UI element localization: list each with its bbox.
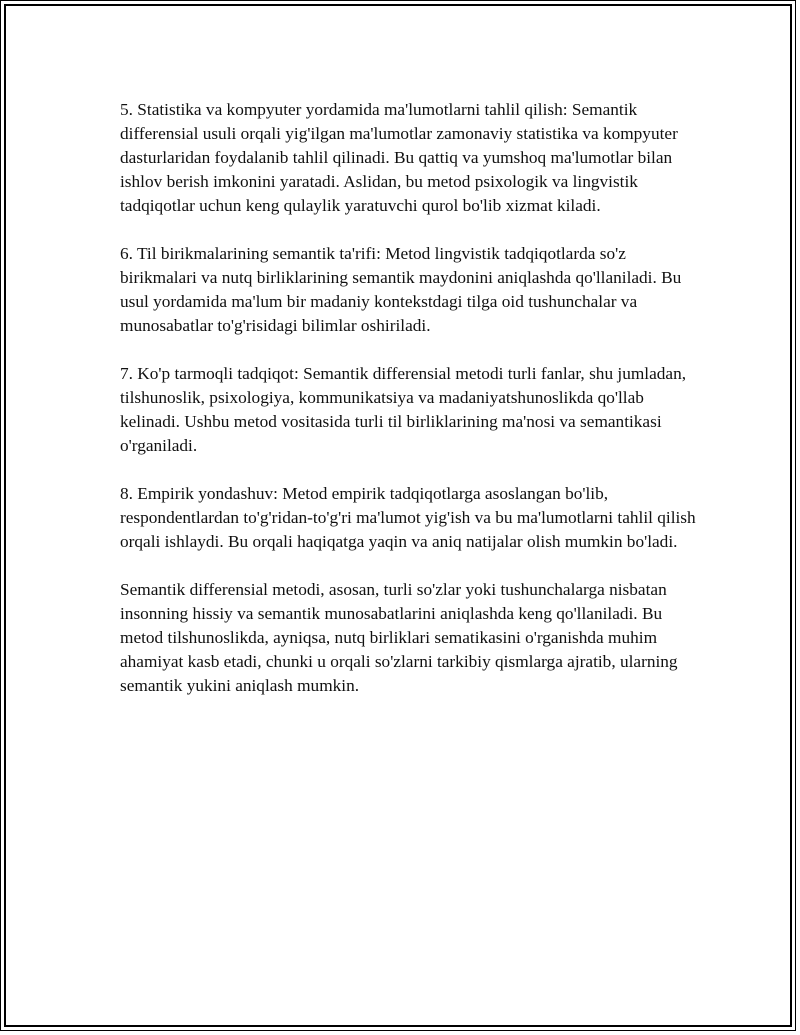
paragraph-conclusion: Semantik differensial metodi, asosan, turli so'zlar yoki tushunchalarga nisbatan insonning hissiy va semantik munosabatlarini aniqlashda keng qo'llaniladi. Bu metod tilshunoslikda, ayniqsa, nutq birliklari sematikasini o'rganishda muhim ahamiyat kasb etadi, chunki u orqali so'zlarni tarkibiy qismlarga ajratib, ularning semantik yukini aniqlash mumkin. xyxy=(120,580,678,695)
paragraph-multidisciplinary: 7. Ko'p tarmoqli tadqiqot: Semantik differensial metodi turli fanlar, shu jumladan, tilshunoslik, psixologiya, kommunikatsiya va madaniyatshunoslikda qo'llab kelinadi. Ushbu metod vositasida turli til birliklarining ma'nosi va semantikasi o'rganiladi. xyxy=(120,364,687,455)
page-content xyxy=(120,98,700,722)
paragraph-phrase-semantics: 6. Til birikmalarining semantik ta'rifi: Metod lingvistik tadqiqotlarda so'z birikmalari va nutq birliklarining semantik maydonini aniqlashda qo'llaniladi. Bu usul yordamida ma'lum bir madaniy kontekstdagi tilga oid tushunchalar va munosabatlar to'g'risidagi bilimlar oshiriladi. xyxy=(120,244,682,335)
paragraph-statistics: 5. Statistika va kompyuter yordamida ma'lumotlarni tahlil qilish: Semantik differensial usuli orqali yig'ilgan ma'lumotlar zamonaviy statistika va kompyuter dasturlaridan foydalanib tahlil qilinadi. Bu qattiq va yumshoq ma'lumotlar bilan ishlov berish imkonini yaratadi. Aslidan, bu metod psixologik va lingvistik tadqiqotlar uchun keng qulaylik yaratuvchi qurol bo'lib xizmat kiladi. xyxy=(120,100,678,215)
page-frame xyxy=(4,4,792,1027)
paragraph-empirical: 8. Empirik yondashuv: Metod empirik tadqiqotlarga asoslangan bo'lib, respondentlardan to'g'ridan-to'g'ri ma'lumot yig'ish va bu ma'lumotlarni tahlil qilish orqali ishlaydi. Bu orqali haqiqatga yaqin va aniq natijalar olish mumkin bo'ladi. xyxy=(120,484,696,551)
